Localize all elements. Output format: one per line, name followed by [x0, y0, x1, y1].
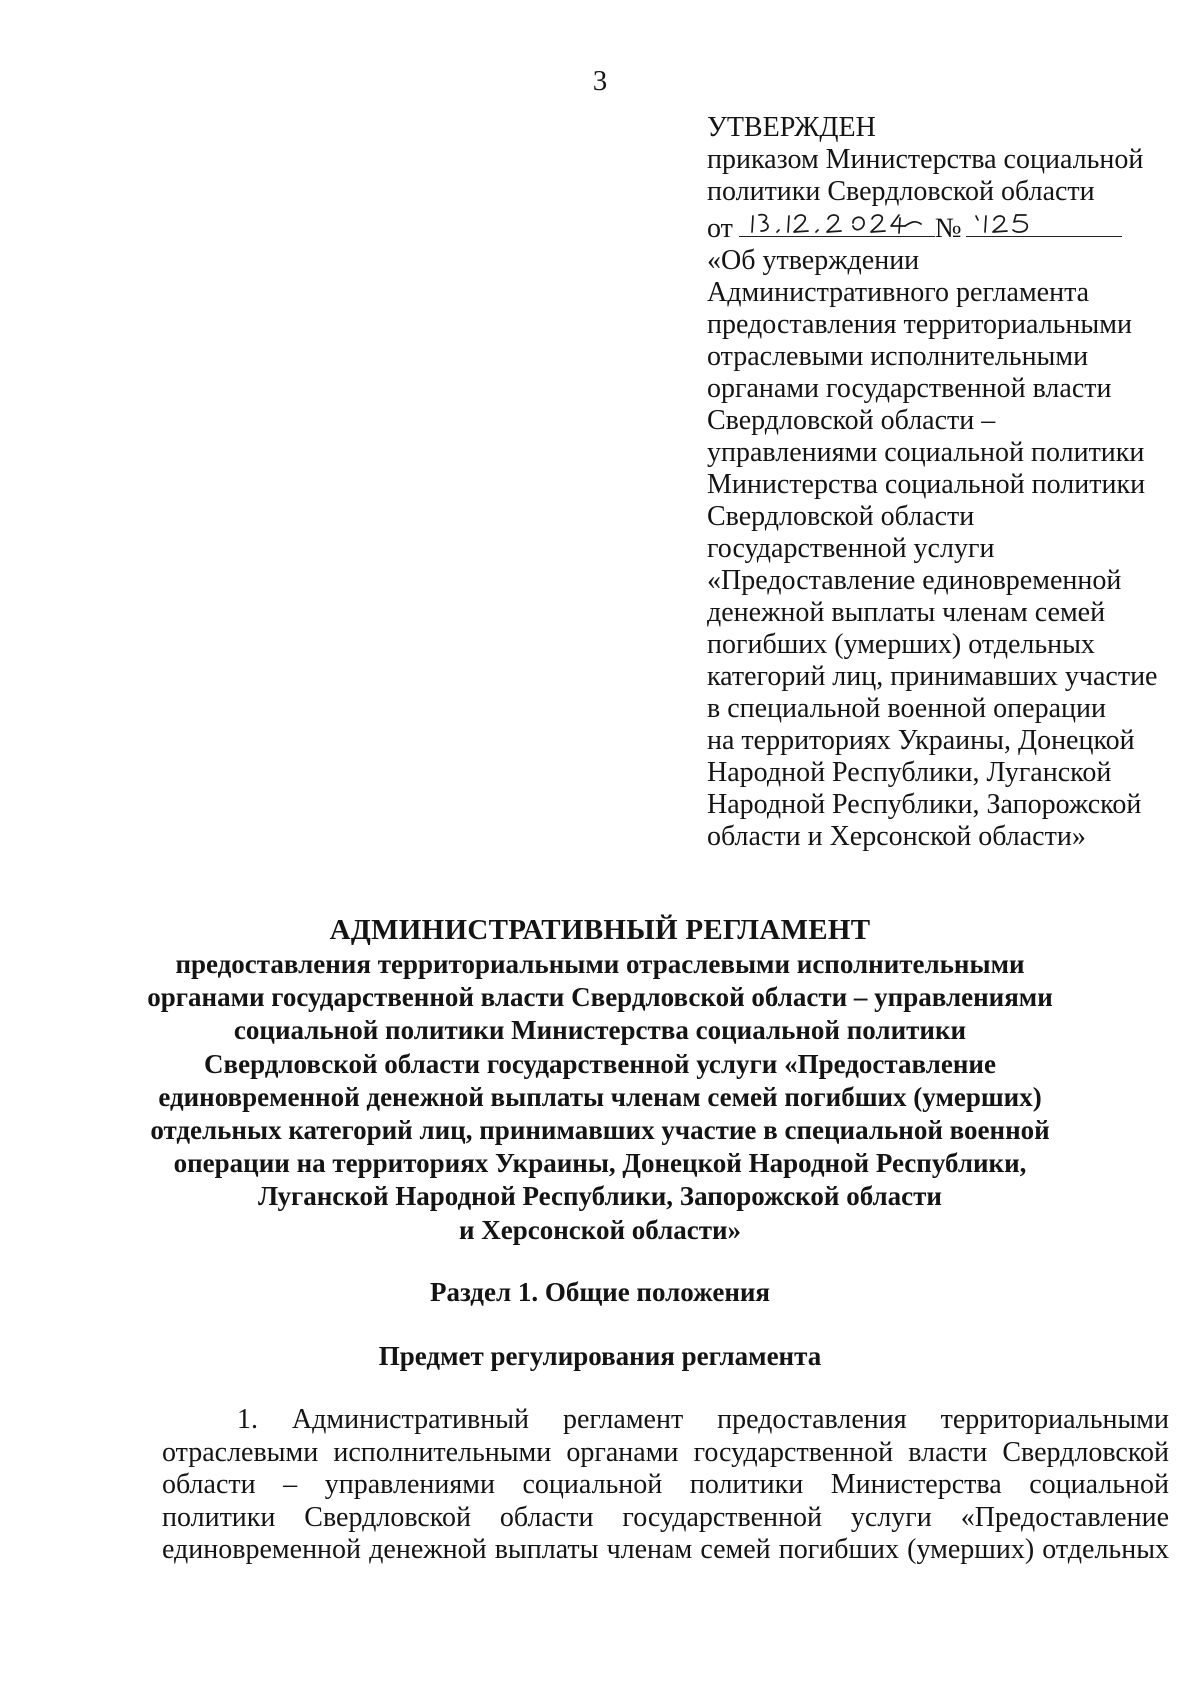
subtitle-line: Луганской Народной Республики, Запорожской области	[258, 1181, 942, 1212]
subtitle-line: социальной политики Министерства социальной политики	[233, 1015, 967, 1046]
approval-subject-line: Свердловской области	[707, 501, 975, 532]
approval-subject-line: категорий лиц, принимавших участие	[707, 661, 1158, 692]
subtitle-line: предоставления территориальными отраслевыми исполнительными	[175, 949, 1025, 979]
document-title-block	[140, 912, 1060, 1247]
approval-subject-line: Свердловской области –	[707, 405, 996, 436]
subsection-heading: Предмет регулирования регламента	[378, 1341, 822, 1371]
approval-line-issuer: приказом Министерства социальной	[707, 144, 1144, 175]
paragraph-line: единовременной денежной выплаты членам семей погибших (умерших) отдельных	[162, 1534, 1169, 1565]
approval-date-line	[707, 208, 1187, 245]
approval-subject-line: погибших (умерших) отдельных	[707, 629, 1095, 660]
approval-stamp-block	[707, 112, 1187, 853]
document-subtitle	[140, 948, 1060, 1247]
paragraph-1	[162, 1404, 1169, 1567]
approval-subject-line: «Предоставление единовременной	[707, 565, 1122, 596]
approval-subject-line: государственной услуги	[707, 533, 995, 564]
approval-subject-line: управлениями социальной политики	[707, 437, 1145, 468]
approval-subject-line: отраслевыми исполнительными	[707, 341, 1089, 372]
number-label: №	[934, 213, 962, 244]
approval-subject-line: денежной выплаты членам семей	[707, 597, 1106, 628]
subtitle-line: отдельных категорий лиц, принимавших участие в специальной военной	[150, 1115, 1050, 1146]
paragraph-line: области – управлениями социальной политики Министерства социальной	[162, 1469, 1169, 1500]
approval-subject-line: в специальной военной операции	[707, 693, 1106, 724]
section-heading: Раздел 1. Общие положения	[429, 1277, 771, 1307]
subtitle-line: единовременной денежной выплаты членам семей погибших (умерших)	[158, 1081, 1042, 1112]
handwritten-number-signature	[966, 210, 1122, 236]
approval-subject-line: на территориях Украины, Донецкой	[707, 725, 1135, 756]
approval-subject-line: Народной Республики, Луганской	[707, 757, 1112, 788]
approval-subject-line: Административного регламента	[707, 277, 1090, 308]
approval-heading: УТВЕРЖДЕН	[707, 112, 876, 143]
document-title: АДМИНИСТРАТИВНЫЙ РЕГЛАМЕНТ	[329, 914, 871, 946]
approval-subject-line: Министерства социальной политики	[707, 469, 1146, 500]
subtitle-line: и Херсонской области»	[458, 1214, 742, 1245]
approval-subject-line: Народной Республики, Запорожской	[707, 789, 1142, 820]
approval-subject-line: области и Херсонской области»	[707, 821, 1086, 852]
subtitle-line: операции на территориях Украины, Донецкой Народной Республики,	[173, 1148, 1027, 1179]
date-field	[739, 208, 935, 237]
number-field	[966, 208, 1122, 237]
approval-subject-line: «Об утверждении	[707, 245, 920, 276]
date-prefix: от	[707, 213, 733, 244]
approval-line-issuer-2: политики Свердловской области	[707, 176, 1095, 207]
subtitle-line: Свердловской области государственной услуги «Предоставление	[204, 1048, 996, 1079]
handwritten-date-signature	[739, 210, 935, 236]
paragraph-line: политики Свердловской области государственной услуги «Предоставление	[162, 1501, 1169, 1533]
subtitle-line: органами государственной власти Свердловской области – управлениями	[147, 982, 1053, 1013]
approval-subject-line: предоставления территориальными	[707, 309, 1132, 340]
paragraph-line: 1. Административный регламент предоставления территориальными	[237, 1404, 1169, 1435]
approval-subject-line: органами государственной власти	[707, 373, 1112, 404]
page-number: 3	[592, 65, 608, 97]
paragraph-line: отраслевыми исполнительными органами государственной власти Свердловской	[162, 1436, 1169, 1468]
